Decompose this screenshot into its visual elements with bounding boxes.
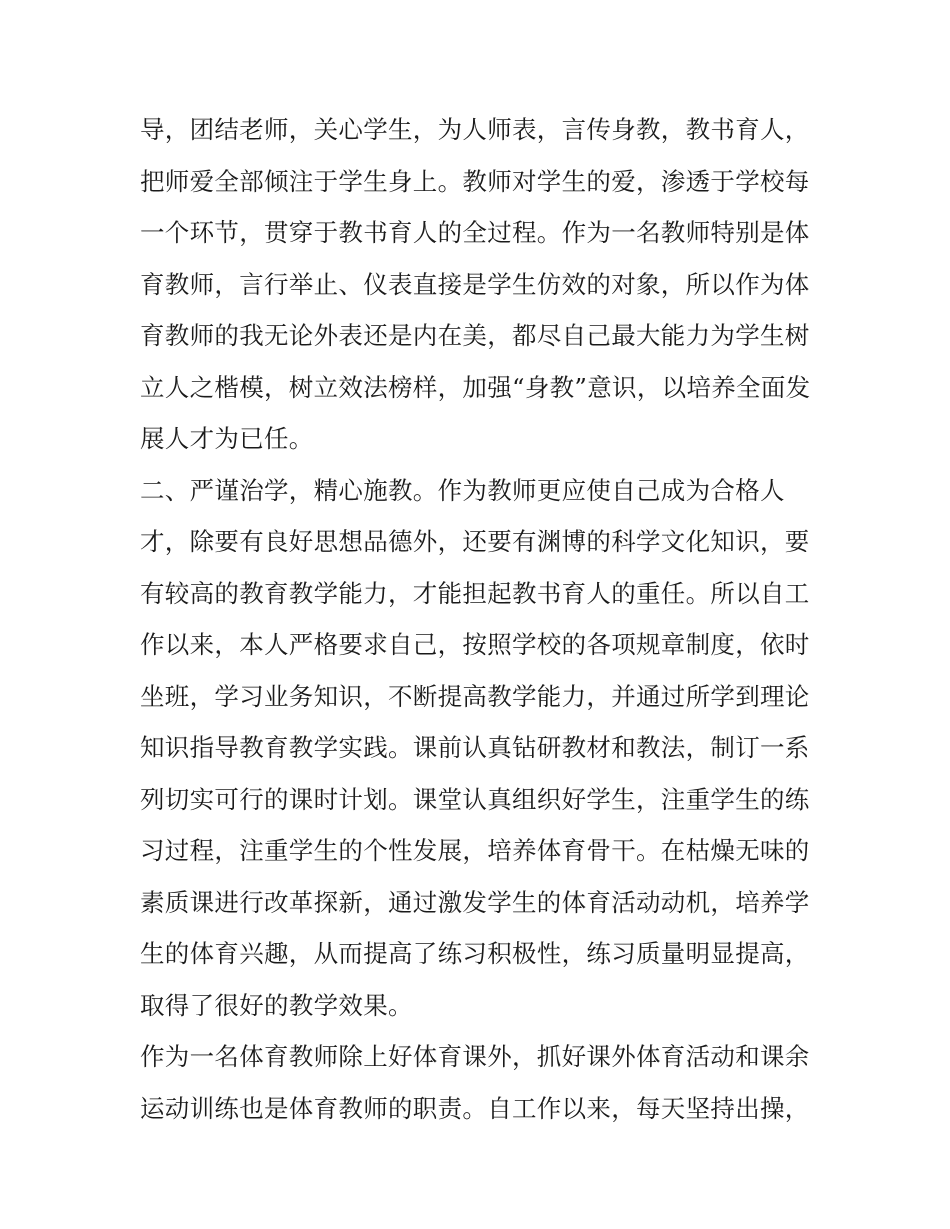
section-heading-line: 二、严谨治学，精心施教。作为教师更应使自己成为合格人 xyxy=(140,475,785,505)
document-body xyxy=(140,104,830,1134)
text-line: 才，除要有良好思想品德外，还要有渊博的科学文化知识，要 xyxy=(140,527,810,556)
text-line: 知识指导教育教学实践。课前认真钻研教材和教法，制订一系 xyxy=(140,733,810,762)
text-line: 习过程，注重学生的个性发展，培养体育骨干。在枯燥无味的 xyxy=(140,836,810,865)
text-line: 育教师的我无论外表还是内在美，都尽自己最大能力为学生树 xyxy=(140,321,810,350)
text-line: 育教师，言行举止、仪表直接是学生仿效的对象，所以作为体 xyxy=(140,269,810,299)
text-line: 素质课进行改革探新，通过激发学生的体育活动动机，培养学 xyxy=(140,887,810,917)
text-line: 立人之楷模，树立效法榜样，加强“身教”意识，以培养全面发 xyxy=(140,372,811,402)
text-line: 导，团结老师，关心学生，为人师表，言传身教，教书育人， xyxy=(140,115,810,144)
text-line: 坐班，学习业务知识，不断提高教学能力，并通过所学到理论 xyxy=(140,681,810,711)
text-line: 把师爱全部倾注于学生身上。教师对学生的爱，渗透于学校每 xyxy=(140,166,810,196)
text-line: 作以来，本人严格要求自己，按照学校的各项规章制度，依时 xyxy=(140,630,810,659)
text-line: 生的体育兴趣，从而提高了练习积极性，练习质量明显提高， xyxy=(140,939,810,968)
text-line: 运动训练也是体育教师的职责。自工作以来，每天坚持出操， xyxy=(140,1093,810,1123)
text-line: 展人才为已任。 xyxy=(140,424,314,453)
text-line: 一个环节，贯穿于教书育人的全过程。作为一名教师特别是体 xyxy=(140,218,810,247)
text-line: 有较高的教育教学能力，才能担起教书育人的重任。所以自工 xyxy=(140,578,810,608)
text-line: 作为一名体育教师除上好体育课外，抓好课外体育活动和课余 xyxy=(140,1042,810,1071)
text-line: 列切实可行的课时计划。课堂认真组织好学生，注重学生的练 xyxy=(140,784,810,814)
text-line: 取得了很好的教学效果。 xyxy=(140,990,413,1020)
